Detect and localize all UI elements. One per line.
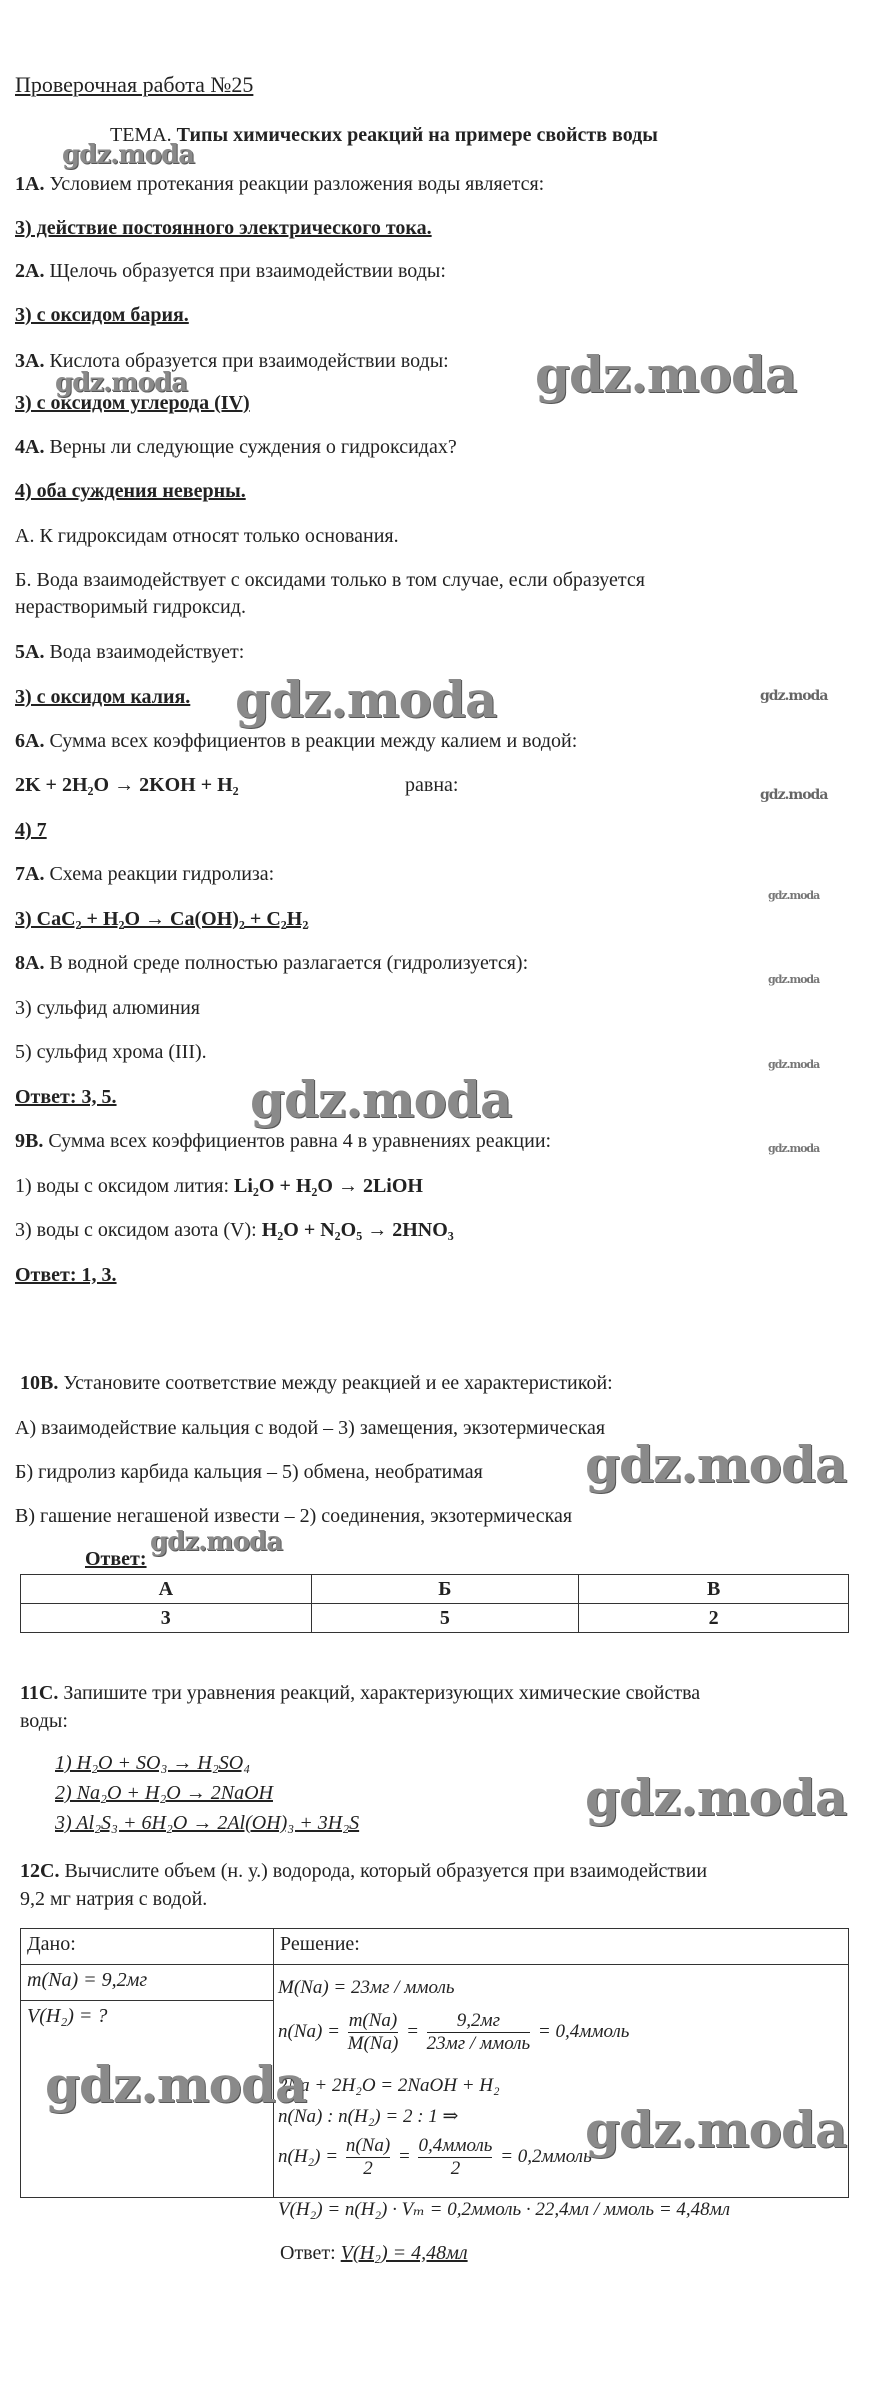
- question-9: 9В. Сумма всех коэффициентов равна 4 в уравнениях реакции:: [15, 1130, 552, 1152]
- answer-3: 3) с оксидом углерода (IV): [15, 392, 250, 414]
- watermark: gdz.moda: [150, 1527, 283, 1557]
- solution-label: Решение:: [274, 1929, 849, 1965]
- watermark: gdz.moda: [768, 1142, 820, 1155]
- watermark: gdz.moda: [45, 2055, 307, 2114]
- question-4: 4А. Верны ли следующие суждения о гидроксидах?: [15, 436, 457, 458]
- answer-7: 3) CaC₂ + H₂O → Ca(OH)₂ + C₂H₂: [15, 908, 309, 930]
- watermark: gdz.moda: [585, 2100, 847, 2159]
- value-b: 5: [311, 1604, 579, 1633]
- answer-10-table: [20, 1574, 849, 1633]
- header-a: А: [21, 1575, 312, 1604]
- question-12-cont: 9,2 мг натрия с водой.: [20, 1888, 208, 1910]
- watermark: gdz.moda: [250, 1070, 512, 1129]
- statement-b-1: Б. Вода взаимодействует с оксидами только в том случае, если образуется: [15, 569, 645, 591]
- answer-9: Ответ: 1, 3.: [15, 1264, 117, 1286]
- watermark: gdz.moda: [62, 140, 195, 170]
- watermark: gdz.moda: [760, 787, 828, 803]
- equation-6: 2K + 2H₂O → 2KOH + H₂: [15, 774, 239, 796]
- option-9-1: 1) воды с оксидом лития: Li₂O + H₂O → 2LiOH: [15, 1175, 423, 1197]
- answer-6: 4) 7: [15, 819, 47, 841]
- equation-11-2: 2) Na₂O + H₂O → 2NaOH: [55, 1782, 273, 1804]
- question-11-cont: воды:: [20, 1710, 68, 1732]
- option-8-5: 5) сульфид хрома (III).: [15, 1041, 207, 1063]
- header-b: Б: [311, 1575, 579, 1604]
- question-5: 5А. Вода взаимодействует:: [15, 641, 245, 663]
- question-12: 12С. Вычислите объем (н. у.) водорода, который образуется при взаимодействии: [20, 1860, 708, 1882]
- given-mass: m(Na) = 9,2мг: [21, 1965, 274, 2001]
- theme-label: ТЕМА.: [110, 124, 172, 146]
- question-6: 6А. Сумма всех коэффициентов в реакции между калием и водой:: [15, 730, 578, 752]
- watermark: gdz.moda: [235, 670, 497, 729]
- header-c: В: [579, 1575, 849, 1604]
- value-c: 2: [579, 1604, 849, 1633]
- watermark: gdz.moda: [585, 1435, 847, 1494]
- given-unknown: V(H₂) = ?: [21, 2001, 274, 2198]
- equation-11-1: 1) H₂O + SO₃ → H₂SO₄: [55, 1752, 251, 1774]
- final-answer: Ответ: V(H₂) = 4,48мл: [280, 2242, 468, 2264]
- watermark: gdz.moda: [55, 368, 188, 398]
- match-c: В) гашение негашеной извести – 2) соединения, экзотермическая: [15, 1505, 573, 1527]
- solution-moles-na: n(Na) = $\frac{m(Na)}{M(Na)}$ = $\frac{9,2мг}{\text{23мг / ммоль}}$ = 0,4ммоль: [278, 2010, 630, 2054]
- answer-1: 3) действие постоянного электрического тока.: [15, 217, 432, 239]
- equation-6-tail: равна:: [405, 774, 459, 796]
- solution-molar-mass: M(Na) = 23мг / ммоль: [278, 1977, 455, 1998]
- question-1: 1А. Условием протекания реакции разложения воды является:: [15, 173, 545, 195]
- watermark: gdz.moda: [768, 889, 820, 902]
- given-label: Дано:: [21, 1929, 274, 1965]
- watermark: gdz.moda: [585, 1768, 847, 1827]
- value-a: 3: [21, 1604, 312, 1633]
- equation-11-3: 3) Al₂S₃ + 6H₂O → 2Al(OH)₃ + 3H₂S: [55, 1812, 360, 1834]
- question-7: 7А. Схема реакции гидролиза:: [15, 863, 275, 885]
- match-a: А) взаимодействие кальция с водой – 3) замещения, экзотермическая: [15, 1417, 606, 1439]
- statement-a: А. К гидроксидам относят только основания.: [15, 525, 399, 547]
- answer-8: Ответ: 3, 5.: [15, 1086, 117, 1108]
- question-10: 10В. Установите соответствие между реакцией и ее характеристикой:: [20, 1372, 613, 1394]
- question-2: 2А. Щелочь образуется при взаимодействии воды:: [15, 260, 446, 282]
- answer-10-label: Ответ:: [85, 1548, 147, 1570]
- question-3: 3А. Кислота образуется при взаимодействии воды:: [15, 350, 449, 372]
- theme-text: Типы химических реакций на примере свойств воды: [176, 124, 658, 146]
- option-9-3: 3) воды с оксидом азота (V): H₂O + N₂O₅ → 2HNO₃: [15, 1219, 454, 1241]
- question-8: 8А. В водной среде полностью разлагается (гидролизуется):: [15, 952, 529, 974]
- answer-4: 4) оба суждения неверны.: [15, 480, 246, 502]
- solution-volume: V(H₂) = n(H₂) · Vₘ = 0,2ммоль · 22,4мл / ммоль = 4,48мл: [278, 2199, 731, 2220]
- solution-reaction: 2Na + 2H₂O = 2NaOH + H₂: [278, 2075, 500, 2096]
- solution-ratio: n(Na) : n(H₂) = 2 : 1 ⇒: [278, 2106, 459, 2127]
- watermark: gdz.moda: [760, 688, 828, 704]
- page-title: Проверочная работа №25: [15, 72, 254, 97]
- option-8-3: 3) сульфид алюминия: [15, 997, 201, 1019]
- answer-2: 3) с оксидом бария.: [15, 304, 189, 326]
- answer-5: 3) с оксидом калия.: [15, 686, 191, 708]
- watermark: gdz.moda: [535, 345, 797, 404]
- statement-b-2: нерастворимый гидроксид.: [15, 596, 246, 618]
- watermark: gdz.moda: [768, 973, 820, 986]
- solution-moles-h2: n(H₂) = $\frac{n(Na)}{2}$ = $\frac{\text{0,4ммоль}}{2}$ = 0,2ммоль: [278, 2135, 592, 2179]
- question-11: 11С. Запишите три уравнения реакций, характеризующих химические свойства: [20, 1682, 701, 1704]
- watermark: gdz.moda: [768, 1058, 820, 1071]
- match-b: Б) гидролиз карбида кальция – 5) обмена, необратимая: [15, 1461, 483, 1483]
